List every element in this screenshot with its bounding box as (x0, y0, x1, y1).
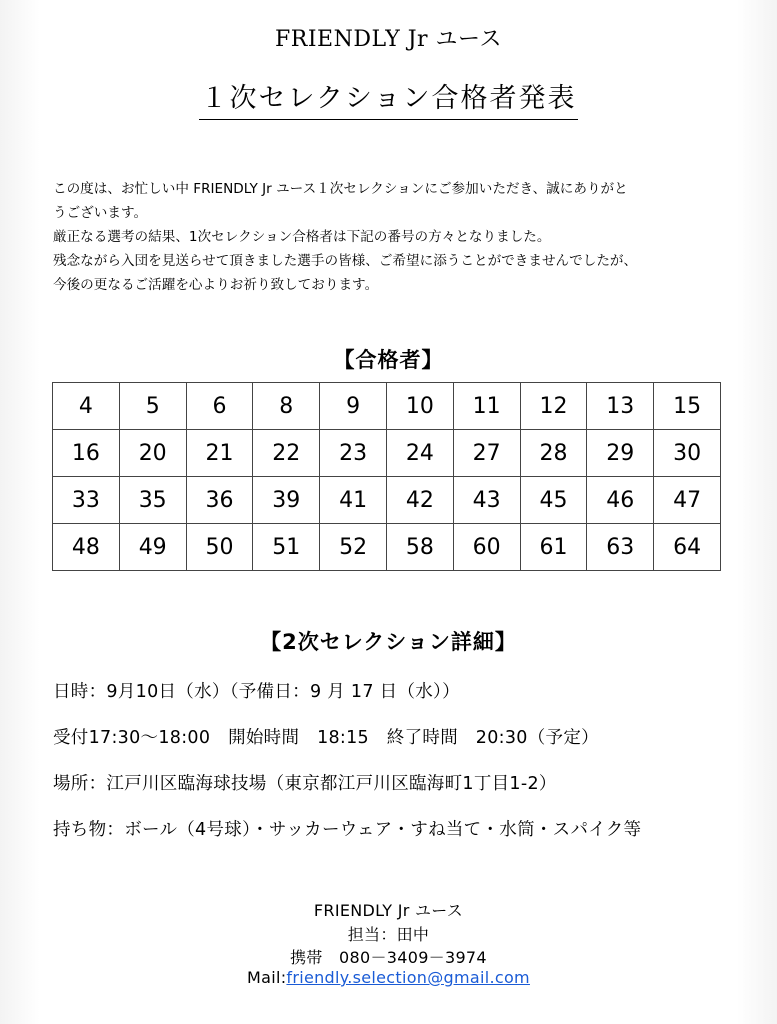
contact-person: 担当：田中 (347, 925, 430, 944)
contact-org: FRIENDLY Jr ユース (313, 901, 464, 920)
table-cell: 6 (186, 383, 253, 430)
table-cell: 20 (119, 430, 186, 477)
page-title-text: １次セレクション合格者発表 (199, 76, 579, 120)
contact-phone: 携帯 080－3409－3974 (290, 948, 487, 967)
table-cell: 9 (320, 383, 387, 430)
table-cell: 51 (253, 524, 320, 571)
intro-line: 残念ながら入団を見送らせて頂きました選手の皆様、ご希望に添うことができませんでしたが、 (53, 253, 638, 269)
intro-paragraph (53, 177, 733, 297)
table-cell: 42 (386, 477, 453, 524)
second-selection-heading: 【2次セレクション詳細】 (260, 630, 517, 654)
table-cell: 41 (320, 477, 387, 524)
table-cell: 27 (453, 430, 520, 477)
detail-date: 日時：9月10日（水）（予備日：9 月 17 日（水）） (53, 682, 460, 702)
mail-link[interactable]: friendly.selection@gmail.com (286, 968, 530, 987)
table-cell: 10 (386, 383, 453, 430)
table-cell: 58 (386, 524, 453, 571)
table-cell: 45 (520, 477, 587, 524)
table-cell: 5 (119, 383, 186, 430)
table-cell: 52 (320, 524, 387, 571)
table-cell: 11 (453, 383, 520, 430)
table-cell: 36 (186, 477, 253, 524)
table-row (53, 477, 721, 524)
table-cell: 33 (53, 477, 120, 524)
table-cell: 23 (320, 430, 387, 477)
intro-line: 厳正なる選考の結果、1次セレクション合格者は下記の番号の方々となりました。 (53, 229, 551, 245)
table-cell: 29 (587, 430, 654, 477)
passers-table-body (53, 383, 721, 571)
table-cell: 22 (253, 430, 320, 477)
detail-time: 受付17:30～18:00 開始時間 18:15 終了時間 20:30（予定） (53, 728, 599, 748)
table-row (53, 383, 721, 430)
passers-number-table (52, 382, 721, 571)
contact-mail (0, 968, 777, 987)
table-cell: 63 (587, 524, 654, 571)
table-row (53, 524, 721, 571)
mail-label: Mail: (247, 968, 287, 987)
intro-line: 今後の更なるご活躍を心よりお祈り致しております。 (53, 277, 379, 293)
passers-heading: 【合格者】 (333, 348, 444, 372)
table-cell: 30 (654, 430, 721, 477)
table-cell: 21 (186, 430, 253, 477)
org-title: FRIENDLY Jr ユース (275, 27, 502, 52)
table-cell: 60 (453, 524, 520, 571)
table-cell: 12 (520, 383, 587, 430)
table-cell: 46 (587, 477, 654, 524)
table-cell: 35 (119, 477, 186, 524)
table-cell: 61 (520, 524, 587, 571)
table-cell: 16 (53, 430, 120, 477)
table-cell: 39 (253, 477, 320, 524)
table-cell: 15 (654, 383, 721, 430)
table-cell: 43 (453, 477, 520, 524)
table-cell: 48 (53, 524, 120, 571)
table-cell: 8 (253, 383, 320, 430)
page-title (0, 76, 777, 120)
detail-items: 持ち物：ボール（4号球）・サッカーウェア・すね当て・水筒・スパイク等 (53, 820, 642, 840)
table-row (53, 430, 721, 477)
table-cell: 64 (654, 524, 721, 571)
table-cell: 47 (654, 477, 721, 524)
table-cell: 13 (587, 383, 654, 430)
table-cell: 50 (186, 524, 253, 571)
intro-line: うございます。 (53, 205, 148, 221)
intro-line: この度は、お忙しい中 FRIENDLY Jr ユース１次セレクションにご参加いただき、誠にありがと (53, 181, 628, 197)
table-cell: 4 (53, 383, 120, 430)
table-cell: 24 (386, 430, 453, 477)
detail-place: 場所：江戸川区臨海球技場（東京都江戸川区臨海町1丁目1-2） (53, 774, 557, 794)
table-cell: 28 (520, 430, 587, 477)
table-cell: 49 (119, 524, 186, 571)
